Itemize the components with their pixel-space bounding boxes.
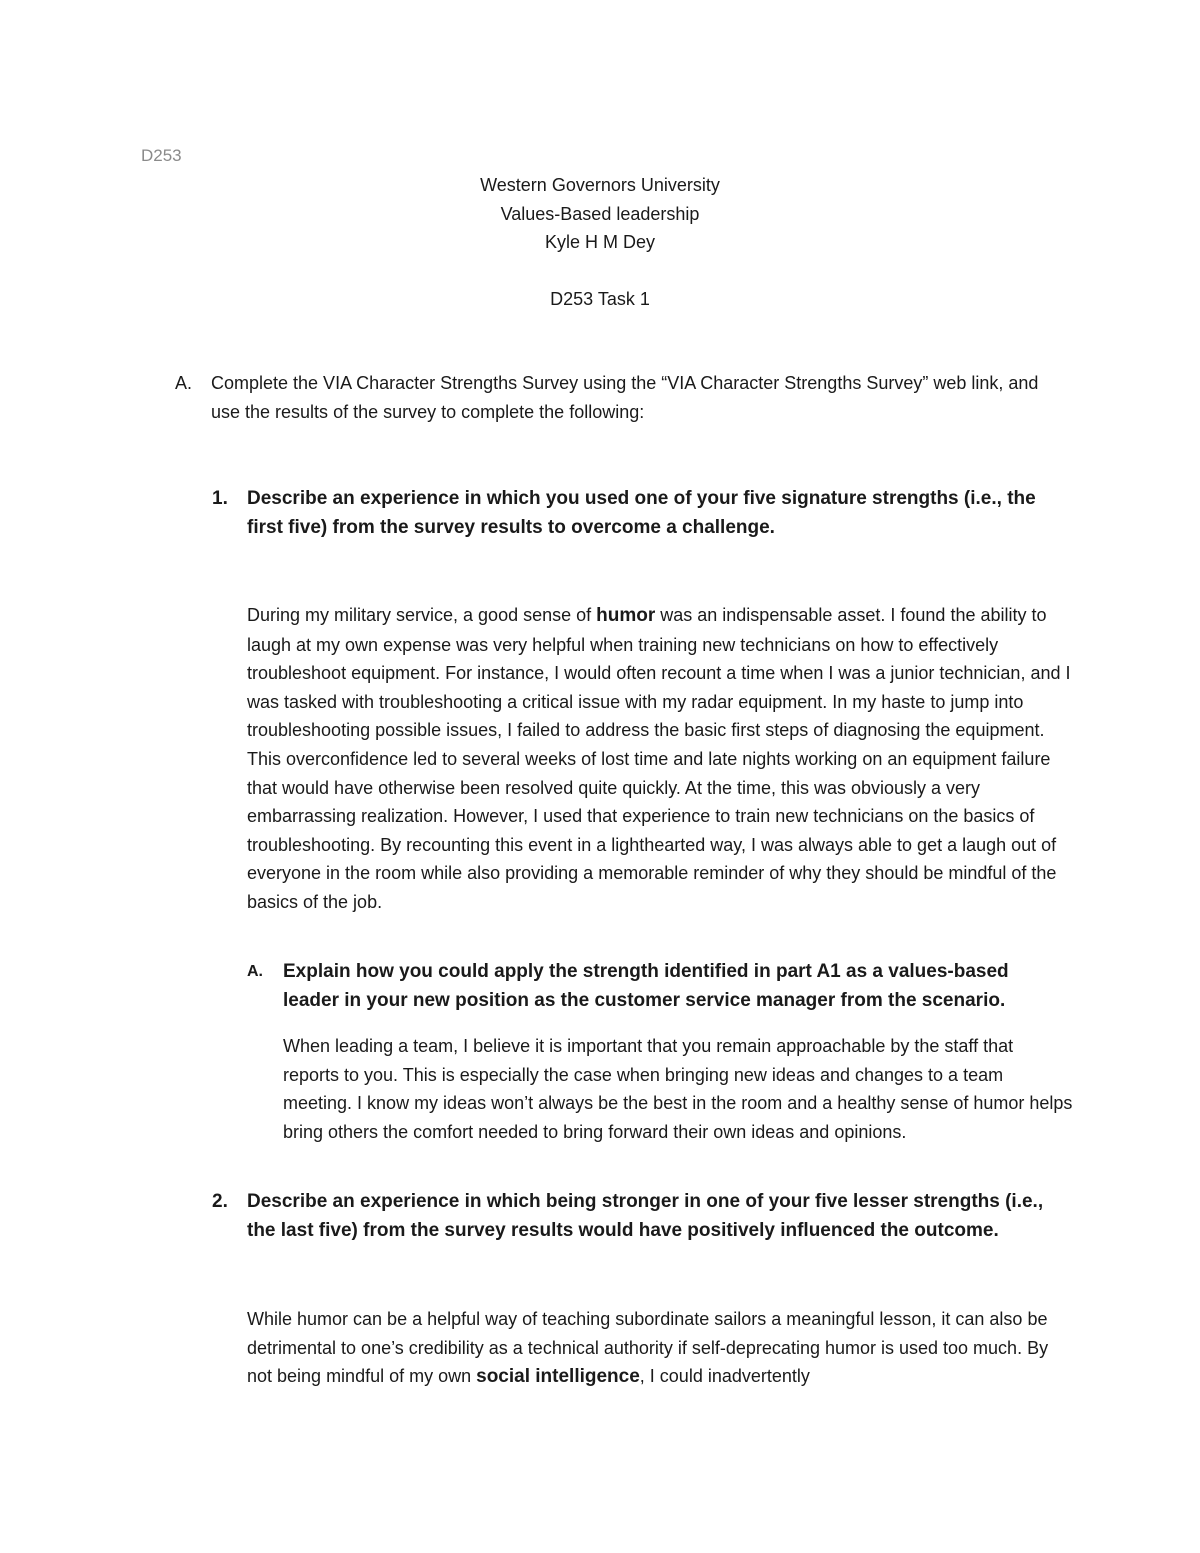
section-a-instructions: Complete the VIA Character Strengths Survey using the “VIA Character Strengths Survey” web link, and use the results of the survey to complete the following: [211, 373, 1039, 422]
sub-answer-a-paragraph: When leading a team, I believe it is important that you remain approachable by the staff that reports to you. This is especially the case when bringing new ideas and changes to a team meeting. I know my ideas won’t always be the best in the room and a healthy sense of humor helps bring others the comfort needed to bring forward their own ideas and opinions. [283, 1036, 1073, 1142]
task-title: D253 Task 1 [550, 288, 650, 309]
answer-2-after: , I could inadvertently [639, 1366, 810, 1387]
answer-1-paragraph [247, 601, 1077, 917]
answer-1-after: was an indispensable asset. I found the ability to laugh at my own expense was very helpful when training new technicians on how to effectively troubleshoot equipment. For instance, I would often recount a time when I was a junior technician, and I was tasked with troubleshooting a critical issue with my radar equipment. In my haste to jump into troubleshooting possible issues, I failed to address the basic first steps of diagnosing the equipment. This overconfidence led to several weeks of lost time and late nights working on an equipment failure that would have otherwise been resolved quite quickly. At the time, this was obviously a very embarrassing realization. However, I used that experience to train new technicians on the basics of troubleshooting. By recounting this event in a lighthearted way, I was always able to get a laugh out of everyone in the room while also providing a memorable reminder of why they should be mindful of the basics of the job. [247, 605, 1071, 912]
question-2-text: Describe an experience in which being stronger in one of your five lesser strengths (i.e., the last five) from the survey results would have positively influenced the outcome. [247, 1191, 1044, 1241]
section-a-marker: A. [175, 373, 193, 393]
sub-question-a-marker: A. [247, 963, 263, 980]
answer-2-before: While humor can be a helpful way of teaching subordinate sailors a meaningful lesson, it can also be detrimental to one’s credibility as a technical authority if self-deprecating humor is used too much. By not being mindful of my own [247, 1309, 1049, 1387]
answer-2-keyword: social intelligence [476, 1366, 640, 1388]
section-a [175, 369, 1055, 426]
question-2-number: 2. [212, 1191, 228, 1212]
author-name: Kyle H M Dey [544, 232, 656, 252]
answer-1-before: During my military service, a good sense of [247, 605, 597, 625]
document-code-header: D253 [141, 146, 182, 165]
question-1-number: 1. [212, 488, 228, 509]
course-name: Values-Based leadership [500, 203, 700, 224]
sub-question-a [247, 958, 1067, 1015]
title-block [0, 171, 1200, 313]
question-1-text: Describe an experience in which you used one of your five signature strengths (i.e., the first five) from the survey results to overcome a challenge. [247, 488, 1036, 538]
question-1 [212, 485, 1052, 542]
sub-question-a-text: Explain how you could apply the strength identified in part A1 as a values-based leader in your new position as the customer service manager from the scenario. [283, 961, 1009, 1011]
answer-1-keyword: humor [596, 605, 656, 626]
answer-2-paragraph [247, 1305, 1077, 1392]
university-name: Western Governors University [480, 175, 720, 195]
question-2 [212, 1188, 1052, 1245]
title-spacer [0, 257, 1200, 285]
